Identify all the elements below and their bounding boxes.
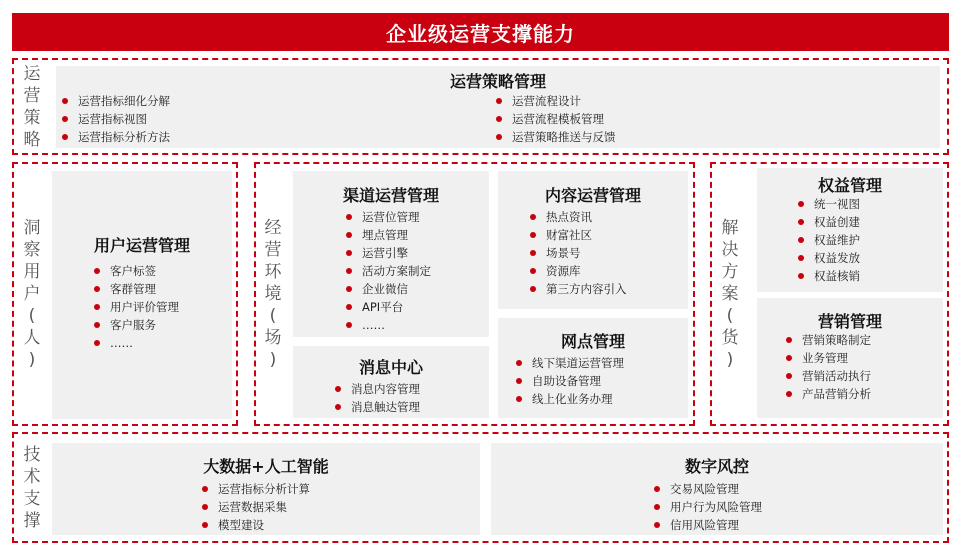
- list-item: 运营数据采集: [200, 498, 310, 516]
- label-char: 境: [264, 284, 282, 304]
- content-title: 内容运营管理: [544, 186, 641, 205]
- label-char: ): [726, 350, 734, 370]
- list-item: 权益维护: [796, 231, 860, 249]
- strategy-label: [14, 60, 50, 153]
- list-item: 用户评价管理: [92, 298, 179, 316]
- people-title: 用户运营管理: [93, 236, 190, 255]
- list-item: 客群管理: [92, 280, 179, 298]
- scene-label: [256, 164, 290, 424]
- people-list: [92, 262, 179, 352]
- rights-title: 权益管理: [817, 176, 882, 195]
- label-char: 运: [23, 63, 41, 84]
- list-item: 产品营销分析: [784, 385, 871, 403]
- list-item: 运营引擎: [344, 244, 431, 262]
- list-item: 信用风险管理: [652, 516, 762, 534]
- list-item: 业务管理: [784, 349, 871, 367]
- ai-title: 大数据+人工智能: [203, 457, 329, 476]
- label-char: 营: [264, 240, 282, 260]
- list-item: 自助设备管理: [514, 372, 624, 390]
- label-char: 技: [23, 444, 41, 465]
- label-char: 人: [23, 328, 41, 348]
- list-item: 线上化业务办理: [514, 390, 624, 408]
- list-item: 消息触达管理: [333, 398, 420, 416]
- list-item: 资源库: [528, 262, 627, 280]
- list-item: 活动方案制定: [344, 262, 431, 280]
- list-item: 运营指标分析计算: [200, 480, 310, 498]
- label-char: ): [269, 350, 277, 370]
- label-char: ): [28, 350, 36, 370]
- list-item: 权益核销: [796, 267, 860, 285]
- list-item: 统一视图: [796, 195, 860, 213]
- page-title: 企业级运营支撑能力: [12, 13, 949, 51]
- strategy-left-list: [60, 92, 170, 146]
- label-char: 解: [721, 218, 739, 238]
- people-label: [14, 164, 50, 424]
- list-item: 消息内容管理: [333, 380, 420, 398]
- list-item: API平台: [344, 298, 431, 316]
- list-item: 财富社区: [528, 226, 627, 244]
- label-char: (: [269, 306, 277, 326]
- list-item: 营销策略制定: [784, 331, 871, 349]
- label-char: 术: [23, 466, 41, 487]
- channel-title: 渠道运营管理: [342, 186, 439, 205]
- list-item: 运营指标细化分解: [60, 92, 170, 110]
- marketing-list: [784, 331, 871, 403]
- tech-label: [14, 434, 50, 541]
- list-item: 交易风险管理: [652, 480, 762, 498]
- list-item: 权益发放: [796, 249, 860, 267]
- rights-list: [796, 195, 860, 285]
- list-item: ……: [92, 334, 179, 352]
- list-item: 场景号: [528, 244, 627, 262]
- list-item: 客户标签: [92, 262, 179, 280]
- label-char: 撑: [23, 510, 41, 531]
- message-list: [333, 380, 420, 416]
- risk-title: 数字风控: [684, 457, 749, 476]
- strategy-title: 运营策略管理: [449, 72, 546, 91]
- list-item: 客户服务: [92, 316, 179, 334]
- label-char: 营: [23, 85, 41, 106]
- outlet-list: [514, 354, 624, 408]
- label-char: (: [28, 306, 36, 326]
- list-item: ……: [344, 316, 431, 334]
- label-char: 决: [721, 240, 739, 260]
- message-title: 消息中心: [358, 358, 423, 377]
- goods-label: [712, 164, 748, 424]
- label-char: 察: [23, 240, 41, 260]
- channel-list: [344, 208, 431, 334]
- label-char: 支: [23, 488, 41, 509]
- ai-list: [200, 480, 310, 534]
- list-item: 运营策略推送与反馈: [494, 128, 616, 146]
- list-item: 线下渠道运营管理: [514, 354, 624, 372]
- label-char: 略: [23, 129, 41, 150]
- marketing-title: 营销管理: [817, 312, 882, 331]
- label-char: (: [726, 306, 734, 326]
- list-item: 运营指标分析方法: [60, 128, 170, 146]
- label-char: 环: [264, 262, 282, 282]
- list-item: 运营指标视图: [60, 110, 170, 128]
- label-char: 户: [23, 284, 41, 304]
- label-char: 经: [264, 218, 282, 238]
- list-item: 企业微信: [344, 280, 431, 298]
- content-list: [528, 208, 627, 298]
- label-char: 方: [721, 262, 739, 282]
- strategy-right-list: [494, 92, 616, 146]
- label-char: 场: [264, 328, 282, 348]
- outlet-title: 网点管理: [560, 332, 625, 351]
- label-char: 案: [721, 284, 739, 304]
- label-char: 洞: [23, 218, 41, 238]
- label-char: 用: [23, 262, 41, 282]
- list-item: 第三方内容引入: [528, 280, 627, 298]
- list-item: 营销活动执行: [784, 367, 871, 385]
- list-item: 运营流程模板管理: [494, 110, 616, 128]
- list-item: 用户行为风险管理: [652, 498, 762, 516]
- list-item: 热点资讯: [528, 208, 627, 226]
- risk-list: [652, 480, 762, 534]
- list-item: 运营流程设计: [494, 92, 616, 110]
- label-char: 策: [23, 107, 41, 128]
- label-char: 货: [721, 328, 739, 348]
- list-item: 埋点管理: [344, 226, 431, 244]
- list-item: 权益创建: [796, 213, 860, 231]
- list-item: 运营位管理: [344, 208, 431, 226]
- list-item: 模型建设: [200, 516, 310, 534]
